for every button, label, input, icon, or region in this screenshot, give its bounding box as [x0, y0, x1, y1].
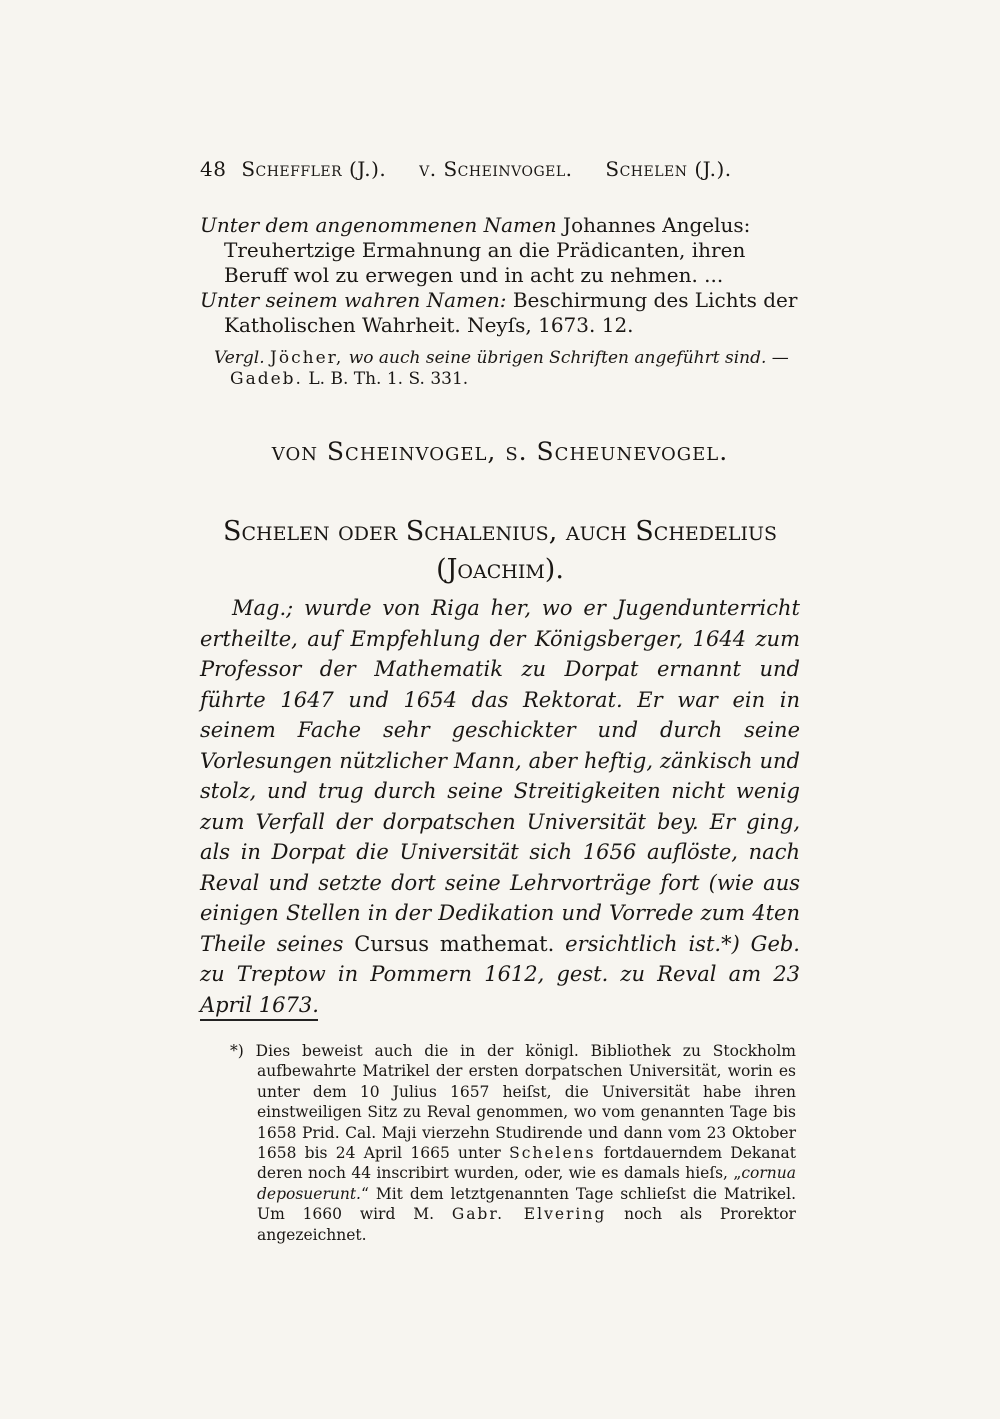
body-text [200, 593, 800, 1020]
header-part-1: Scheffler (J.). [241, 157, 387, 181]
heading-scheinvogel: von Scheinvogel, s. Scheunevogel. [271, 437, 729, 466]
real-name-label: Unter seinem wahren Namen: [200, 288, 507, 312]
footnote-rule [200, 1019, 318, 1021]
body-roman: Cursus mathemat. [354, 931, 555, 956]
entry-scheffler [200, 213, 800, 338]
footnote-text-3: “ Mit dem letztgenannten Tage schlieſst die Matrikel. Um 1660 wird M. [257, 1184, 796, 1224]
footnote-text-2: fortdauerndem Dekanat deren noch 44 inscribirt wurden, oder, wie es damals hieſs, „ [257, 1144, 796, 1183]
running-header [200, 157, 800, 181]
ref-author-gadeb: Gadeb. [230, 369, 303, 389]
footnote-name-schelens: Schelens [509, 1144, 596, 1163]
body-part-2: ersichtlich ist.*) Geb. zu Treptow in Pommern 1612, gest. zu Reval am 23 April 1673. [200, 931, 800, 1017]
footnote [230, 1041, 796, 1245]
footnote-text-1: Dies beweist auch die in der königl. Bibliothek zu Stockholm aufbewahrte Matrikel der ersten dorpatschen Universität, worin es unter dem 10 Julius 1657 heiſst, die Universität habe ihren einstweiligen Sitz zu Reval genommen, wo vom genannten Tage bis 1658 Prid. Cal. Maji vierzehn Studirende und dann vom 23 Oktober 1658 bis 24 April 1665 unter [255, 1042, 796, 1163]
footnote-italic-quote: cornua deposuerunt. [257, 1164, 796, 1203]
heading-schelen [200, 513, 800, 589]
header-part-2: v. Scheinvogel. [419, 157, 573, 181]
ref-author-jocher: Jöcher, [270, 348, 344, 368]
heading-schelen-line2: (Joachim). [436, 554, 564, 585]
page-number: 48 [200, 157, 227, 181]
footnote-name-elvering: Gabr. Elvering [451, 1205, 607, 1224]
heading-schelen-line1: Schelen oder Schalenius, auch Schedelius [222, 516, 778, 547]
entry-line-real-name [200, 288, 800, 338]
entry-line-pseudonym [200, 213, 800, 288]
body-part-1: Mag.; wurde von Riga her, wo er Jugendunterricht ertheilte, auf Empfehlung der Königsberger, 1644 zum Professor der Mathematik zu Dorpat ernannt und führte 1647 und 1654 das Rektorat. Er war ein in seinem Fache sehr geschickter und durch seine Vorlesungen nützlicher Mann, aber heftig, zänkisch und stolz, und trug durch seine Streitigkeiten nicht wenig zum Verfall der dorpatschen Universität bey. Er ging, als in Dorpat die Universität sich 1656 auflöste, nach Reval und setzte dort seine Lehrvorträge fort (wie aus einigen Stellen in der Dedikation und Vorrede zum 4ten Theile seines [200, 596, 800, 956]
pseudonym-label: Unter dem angenommenen Namen [200, 213, 557, 237]
footnote-text-4: noch als Prorektor angezeichnet. [257, 1205, 796, 1244]
header-part-3: Schelen (J.). [605, 157, 732, 181]
ref-suffix: L. B. Th. 1. S. 331. [308, 369, 469, 389]
footnote-marker: *) [230, 1042, 244, 1060]
pseudonym-work: Johannes Angelus: Treuhertzige Ermahnung an die Prädicanten, ihren Beruff wol zu erwegen und in acht zu nehmen. ... [224, 213, 751, 287]
ref-middle: wo auch seine übrigen Schriften angeführt sind. — [348, 348, 789, 368]
reference-note [214, 348, 799, 390]
real-name-work: Beschirmung des Lichts der Katholischen Wahrheit. Neyſs, 1673. 12. [224, 288, 798, 337]
ref-prefix: Vergl. [214, 348, 265, 368]
